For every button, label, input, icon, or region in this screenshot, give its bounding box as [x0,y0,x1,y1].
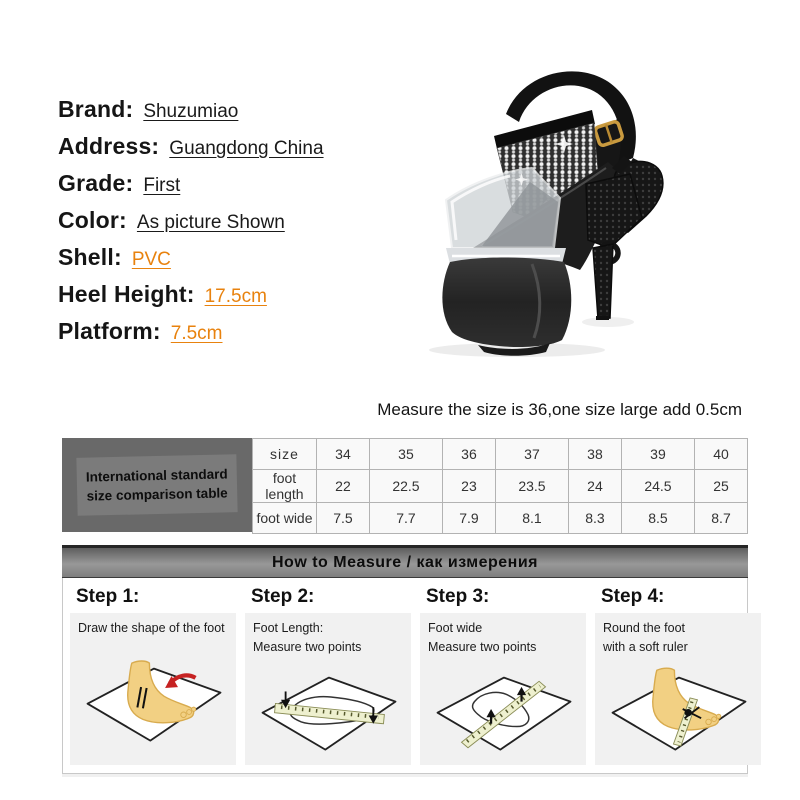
step-caption: Foot Length: [253,621,324,635]
wide-cell: 8.5 [621,503,694,534]
spec-row-brand [58,96,418,133]
measure-steps [62,578,748,774]
step-2 [245,582,411,765]
step-illustration-foot-length [253,657,405,761]
spec-row-platform [58,318,418,355]
size-caption-line2: size comparison table [86,485,228,504]
table-row-sizes [253,439,748,470]
size-cell: 36 [443,439,496,470]
toe [706,719,712,725]
measure-header-text: How to Measure / как измерения [271,553,538,571]
spec-label: Platform: [58,318,161,344]
wide-cell: 8.7 [695,503,748,534]
size-caption [76,454,237,516]
toe [187,709,192,714]
spec-row-heel-height [58,281,418,318]
step-title: Step 2: [251,586,315,607]
product-spec-list [58,96,418,355]
step-illustration-draw-foot [78,638,230,761]
step-caption: Round the foot [603,621,686,635]
wide-cell: 7.9 [443,503,496,534]
size-header-cell: size [253,439,317,470]
spec-label: Address: [58,133,160,159]
spec-value: PVC [131,249,171,270]
product-photo [412,50,774,400]
row-label: foot length [253,470,317,503]
step-caption: Foot wide [428,621,483,635]
spec-value: 17.5cm [204,286,267,307]
wide-cell: 7.5 [317,503,370,534]
spec-value: First [143,175,181,196]
size-cell: 38 [569,439,622,470]
spec-label: Brand: [58,96,134,122]
length-cell: 24 [569,470,622,503]
spec-value: Guangdong China [169,138,324,159]
step-caption: with a soft ruler [603,640,688,654]
spec-row-grade [58,170,418,207]
spec-value: 7.5cm [170,323,223,344]
wide-cell: 7.7 [369,503,442,534]
spec-label: Shell: [58,244,122,270]
toe [192,707,196,711]
spec-value: As picture Shown [136,212,285,233]
length-cell: 23 [443,470,496,503]
size-cell: 34 [317,439,370,470]
spec-row-address [58,133,418,170]
length-cell: 24.5 [621,470,694,503]
spec-value: Shuzumiao [143,101,239,122]
spec-row-shell [58,244,418,281]
step-caption: Measure two points [253,640,362,654]
row-label: foot wide [253,503,317,534]
size-cell: 35 [369,439,442,470]
table-row-foot-wide [253,503,748,534]
step-1 [70,582,236,765]
spec-label: Color: [58,207,127,233]
toe [712,717,717,722]
wide-cell: 8.3 [569,503,622,534]
size-caption-line1: International standard [85,466,228,485]
step-illustration-soft-ruler [603,657,755,761]
step-title: Step 4: [601,586,665,607]
toe [181,712,187,718]
size-caption-box [62,438,252,532]
wide-cell: 8.1 [495,503,568,534]
size-table [252,438,748,534]
size-cell: 39 [621,439,694,470]
step-3 [420,582,586,765]
length-cell: 23.5 [495,470,568,503]
length-cell: 22.5 [369,470,442,503]
platform-block [442,258,571,347]
toe [717,714,721,718]
step-title: Step 3: [426,586,490,607]
step-panel [420,613,586,765]
step-panel [245,613,411,765]
step-panel [595,613,761,765]
step-panel [70,613,236,765]
step-caption: Measure two points [428,640,537,654]
shoe-illustration [412,50,774,400]
length-cell: 22 [317,470,370,503]
length-cell: 25 [695,470,748,503]
spec-label: Grade: [58,170,134,196]
spec-row-color [58,207,418,244]
size-cell: 37 [495,439,568,470]
size-cell: 40 [695,439,748,470]
measure-header-bar [62,545,748,578]
step-title: Step 1: [76,586,140,607]
step-caption: Draw the shape of the foot [78,621,225,635]
step-4 [595,582,761,765]
table-row-foot-length [253,470,748,503]
spec-label: Heel Height: [58,281,195,307]
step-illustration-foot-wide [428,657,580,761]
size-note: Measure the size is 36,one size large add 0.5cm [377,400,742,419]
size-table-section [62,438,748,532]
